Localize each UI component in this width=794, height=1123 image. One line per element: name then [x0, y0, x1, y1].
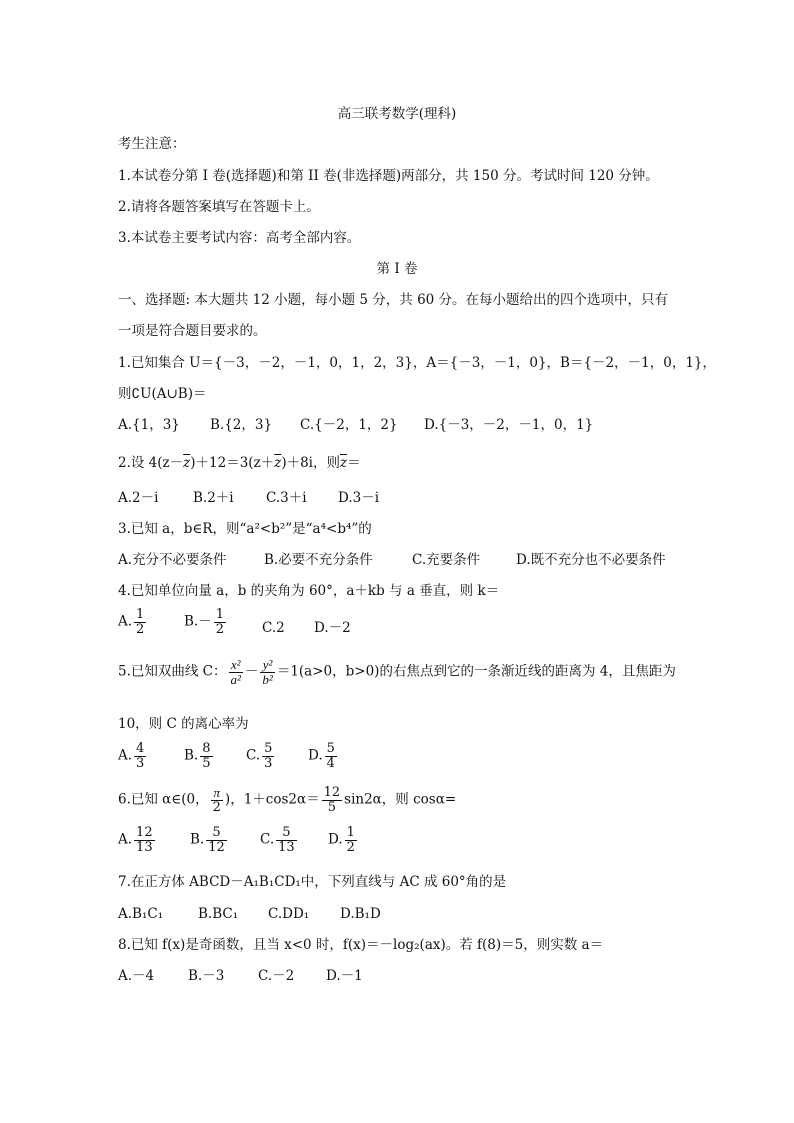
q6-option-d-fraction — [345, 826, 357, 854]
q2-zbar-3: $\overline{z}$ — [340, 455, 348, 471]
q2-stem-part1: 2.设 4(z－ — [118, 455, 184, 471]
q6-option-b-fraction — [206, 826, 227, 854]
q3-stem: 3.已知 a，b∈R，则“a²<b²”是“a⁴<b⁴”的 — [118, 521, 372, 537]
q1-option-a[interactable]: A.{1，3} — [118, 417, 180, 433]
q6-coef-fraction — [322, 786, 343, 814]
q6-option-a-fraction — [134, 826, 155, 854]
q7-stem: 7.在正方体 ABCD－A₁B₁CD₁中，下列直线与 AC 成 60°角的是 — [118, 874, 507, 890]
q6-option-c-fraction — [276, 826, 297, 854]
q5-a2: a² — [230, 671, 241, 687]
q4-option-a-label: A. — [118, 613, 133, 630]
notice-2: 2.请将各题答案填写在答题卡上。 — [118, 199, 320, 215]
q1-option-b[interactable]: B.{2，3} — [210, 417, 273, 433]
q5-option-a-num: 4 — [136, 741, 145, 756]
q2-stem — [118, 455, 361, 471]
q4-option-b-den: 2 — [215, 621, 224, 637]
q5-option-c[interactable] — [246, 742, 276, 770]
q6-option-b-num: 5 — [206, 826, 227, 841]
q2-option-a[interactable]: A.2－i — [118, 490, 159, 506]
q6-option-d-den: 2 — [346, 839, 355, 855]
q5-option-a-den: 3 — [136, 755, 145, 771]
q1-option-c[interactable]: C.{－2，1，2} — [300, 417, 398, 433]
q3-option-a[interactable]: A.充分不必要条件 — [118, 552, 227, 568]
q8-option-b[interactable]: B.－3 — [188, 968, 225, 984]
q1-stem-line1: 1.已知集合 U＝{－3，－2，－1，0，1，2，3}，A＝{－3，－1，0}，B＝{－2，－1，0，1}， — [118, 355, 717, 371]
q6-option-a[interactable] — [118, 826, 157, 854]
q7-option-a[interactable]: A.B₁C₁ — [118, 906, 164, 922]
q4-option-c[interactable]: C.2 — [262, 620, 285, 636]
q5-b2: b² — [262, 671, 273, 687]
notice-3: 3.本试卷主要考试内容：高考全部内容。 — [118, 230, 361, 246]
q6-option-c[interactable] — [260, 826, 299, 854]
q6-option-c-num: 5 — [276, 826, 297, 841]
section-title: 第 I 卷 — [376, 261, 418, 277]
q3-option-c[interactable]: C.充要条件 — [412, 552, 481, 568]
q4-option-b[interactable] — [184, 608, 228, 636]
q2-stem-part3: )＋8i，则 — [281, 455, 340, 471]
q5-option-c-den: 3 — [264, 755, 273, 771]
q2-option-b[interactable]: B.2＋i — [193, 490, 234, 506]
q5-suffix: ＝1(a>0，b>0)的右焦点到它的一条渐近线的距离为 4，且焦距为 — [276, 663, 676, 680]
q2-option-d[interactable]: D.3－i — [338, 490, 380, 506]
q5-option-a-label: A. — [118, 747, 133, 764]
q8-option-c[interactable]: C.－2 — [258, 968, 295, 984]
q5-stem-line2: 10，则 C 的离心率为 — [118, 716, 249, 732]
q4-option-b-num: 1 — [215, 607, 224, 622]
q7-option-c[interactable]: C.DD₁ — [268, 906, 310, 922]
q3-option-b[interactable]: B.必要不充分条件 — [264, 552, 373, 568]
q5-option-a[interactable] — [118, 742, 148, 770]
q4-option-a-den: 2 — [136, 621, 145, 637]
q2-option-c[interactable]: C.3＋i — [266, 490, 307, 506]
q5-option-d-fraction — [325, 742, 337, 770]
q6-suffix: sin2α，则 cosα= — [344, 791, 457, 808]
q5-frac-x — [229, 658, 243, 686]
q5-option-d-num: 5 — [326, 741, 335, 756]
q6-coef-num: 12 — [323, 785, 341, 800]
q7-option-b[interactable]: B.BC₁ — [198, 906, 239, 922]
q8-stem: 8.已知 f(x)是奇函数，且当 x<0 时，f(x)＝－log₂(ax)。若 f(8)＝5，则实数 a＝ — [118, 937, 604, 953]
q7-option-d[interactable]: D.B₁D — [340, 906, 381, 922]
q4-stem: 4.已知单位向量 a，b 的夹角为 60°，a＋kb 与 a 垂直，则 k＝ — [118, 583, 500, 599]
q1-stem-line2: 则∁U(A∪B)＝ — [118, 386, 207, 402]
q4-option-a[interactable] — [118, 608, 148, 636]
page-title: 高三联考数学(理科) — [337, 106, 457, 122]
q5-x2: x² — [229, 658, 243, 673]
q5-option-d[interactable] — [308, 742, 339, 770]
q5-option-b-fraction — [200, 742, 212, 770]
q5-option-b-den: 5 — [202, 755, 211, 771]
q5-option-b[interactable] — [184, 742, 215, 770]
q6-coef-den: 5 — [327, 799, 337, 815]
q8-option-a[interactable]: A.－4 — [118, 968, 155, 984]
q5-option-b-num: 8 — [202, 741, 211, 756]
q5-frac-y — [260, 658, 274, 686]
q6-pi-den: 2 — [212, 799, 221, 815]
q6-option-a-label: A. — [118, 831, 133, 848]
q5-prefix: 5.已知双曲线 C： — [118, 663, 227, 680]
q6-option-b-den: 12 — [208, 839, 225, 855]
q5-option-c-label: C. — [246, 747, 261, 764]
q4-option-b-label: B.－ — [184, 613, 212, 630]
notice-heading: 考生注意： — [118, 136, 186, 152]
q5-minus: － — [244, 663, 259, 680]
q6-mid: )，1＋cos2α＝ — [224, 791, 320, 808]
q5-option-c-num: 5 — [264, 741, 273, 756]
notice-1: 1.本试卷分第 I 卷(选择题)和第 II 卷(非选择题)两部分，共 150 分。考试时间 120 分钟。 — [118, 168, 659, 184]
q6-option-a-den: 13 — [136, 839, 153, 855]
q6-prefix: 6.已知 α∈(0， — [118, 791, 209, 808]
q6-option-d-num: 1 — [346, 825, 355, 840]
part-intro-line2: 一项是符合题目要求的。 — [118, 323, 267, 339]
q6-option-b[interactable] — [190, 826, 229, 854]
q5-stem — [118, 658, 676, 686]
q6-stem — [118, 786, 456, 814]
q2-stem-part4: ＝ — [347, 455, 361, 471]
q6-pi-num: π — [211, 786, 223, 801]
q6-option-c-den: 13 — [278, 839, 295, 855]
q4-option-a-num: 1 — [136, 607, 145, 622]
q5-y2: y² — [260, 658, 274, 673]
q5-option-c-fraction — [262, 742, 274, 770]
q5-option-d-den: 4 — [326, 755, 335, 771]
q6-option-b-label: B. — [190, 831, 205, 848]
q6-pi-fraction — [211, 786, 223, 814]
q4-option-a-fraction — [134, 608, 146, 636]
q2-zbar-2: $\overline{z}$ — [274, 455, 282, 471]
q5-option-d-label: D. — [308, 747, 323, 764]
q2-stem-part2: )＋12＝3(z＋ — [190, 455, 275, 471]
q4-option-d[interactable]: D.－2 — [314, 620, 351, 636]
q6-option-d[interactable] — [328, 826, 359, 854]
q5-option-b-label: B. — [184, 747, 199, 764]
q2-zbar-1: $\overline{z}$ — [183, 455, 191, 471]
q6-option-c-label: C. — [260, 831, 275, 848]
q4-option-b-fraction — [214, 608, 226, 636]
q1-option-d[interactable]: D.{－3，－2，－1，0，1} — [424, 417, 594, 433]
q6-option-d-label: D. — [328, 831, 343, 848]
q8-option-d[interactable]: D.－1 — [326, 968, 363, 984]
q6-option-a-num: 12 — [136, 825, 153, 840]
part-intro-line1: 一、选择题: 本大题共 12 小题，每小题 5 分，共 60 分。在每小题给出的四个选项中，只有 — [118, 292, 669, 308]
q5-option-a-fraction — [134, 742, 146, 770]
q3-option-d[interactable]: D.既不充分也不必要条件 — [516, 552, 666, 568]
